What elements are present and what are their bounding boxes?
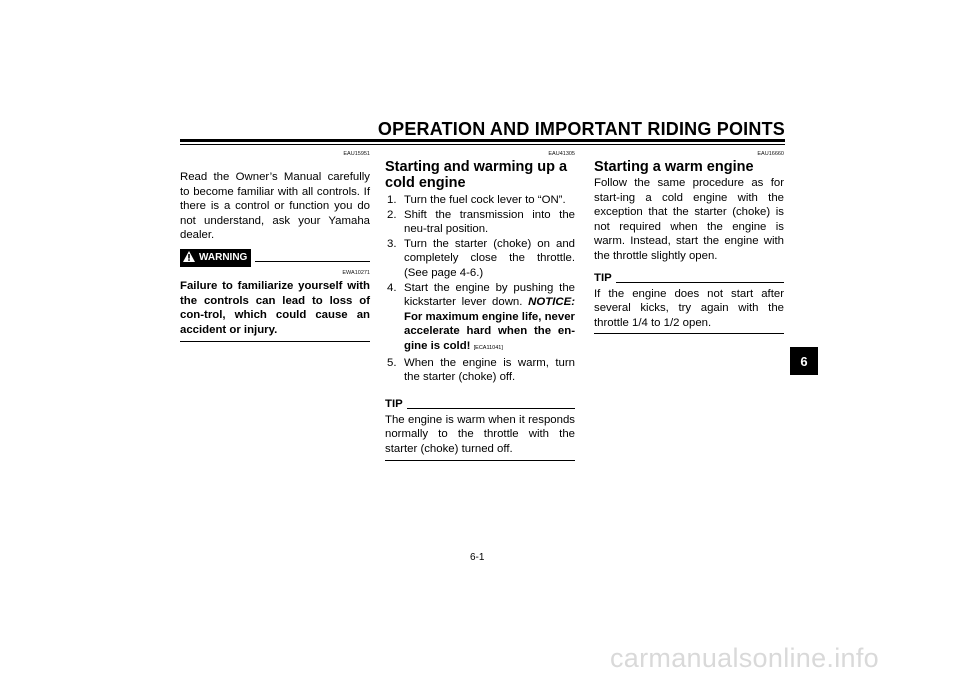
warning-end-rule: [180, 341, 370, 342]
step-number: 2.: [387, 208, 397, 221]
section-code: EAU41305: [548, 151, 575, 157]
step-item: [385, 193, 575, 208]
tip-header: [385, 397, 575, 411]
tip-text: If the engine does not start after several kicks, try again with the throttle 1/4 to 1/2 open.: [594, 287, 784, 329]
section-code: EAU16660: [757, 151, 784, 157]
step-text: Start the engine by pushing the kickstarter lever down.: [404, 281, 575, 309]
warning-label: WARNING: [199, 252, 248, 264]
notice-label: NOTICE:: [528, 296, 575, 309]
column-3: [594, 150, 784, 334]
step-number: 5.: [387, 356, 397, 369]
step-text: Shift the transmission into the neu-tral position.: [404, 208, 575, 236]
step-item: [385, 356, 575, 385]
step-number: 3.: [387, 237, 397, 250]
tip-header: [594, 271, 784, 285]
step-item: [385, 281, 575, 356]
section-code: EAU15951: [343, 151, 370, 157]
step-text: Turn the fuel cock lever to “ON”.: [404, 194, 566, 206]
warning-badge: [180, 249, 251, 267]
notice-text: For maximum engine life, never accelerate hard when the en-gine is cold!: [404, 310, 575, 352]
steps-list: [385, 193, 575, 385]
header-rule-thin: [180, 144, 785, 145]
tip-label: TIP: [385, 397, 403, 410]
warning-triangle-icon: [183, 251, 195, 265]
body-paragraph: Follow the same procedure as for start-ing a cold engine with the exception that the starter (choke) is not required when the engine is warm. Instead, start the engine with the throttle slightly open.: [594, 177, 784, 262]
header-rule-thick: [180, 139, 785, 142]
chapter-tab: 6: [790, 347, 818, 375]
page-number: 6-1: [470, 552, 485, 563]
tip-rule: [407, 408, 575, 409]
section-heading: Starting and warming up a cold engine: [385, 159, 568, 191]
step-number: 1.: [387, 194, 397, 206]
warning-code: EWA10271: [342, 269, 370, 276]
page-title: OPERATION AND IMPORTANT RIDING POINTS: [377, 119, 785, 139]
warning-rule: [255, 261, 370, 262]
watermark: carmanualsonline.info: [610, 643, 879, 673]
step-text: When the engine is warm, turn the starter (choke) off.: [404, 356, 575, 384]
warning-text: Failure to familiarize yourself with the controls can lead to loss of con-trol, which could cause an accident or injury.: [180, 279, 370, 336]
step-number: 4.: [387, 281, 397, 294]
column-1: [180, 150, 370, 342]
tip-end-rule: [385, 460, 575, 461]
tip-rule: [616, 282, 784, 283]
column-2: [385, 150, 575, 461]
step-text-with-notice: [404, 281, 575, 356]
step-item: [385, 208, 575, 237]
tip-end-rule: [594, 333, 784, 334]
notice-code: [ECA11041]: [473, 344, 503, 351]
step-text: Turn the starter (choke) on and completely close the throttle. (See page 4-6.): [404, 237, 575, 279]
section-heading: Starting a warm engine: [594, 159, 754, 175]
step-item: [385, 237, 575, 281]
tip-text: The engine is warm when it responds normally to the throttle with the starter (choke) turned off.: [385, 413, 575, 455]
intro-paragraph: Read the Owner’s Manual carefully to become familiar with all controls. If there is a control or function you do not understand, ask your Yamaha dealer.: [180, 171, 370, 242]
tip-label: TIP: [594, 271, 612, 284]
warning-header: [180, 249, 370, 267]
